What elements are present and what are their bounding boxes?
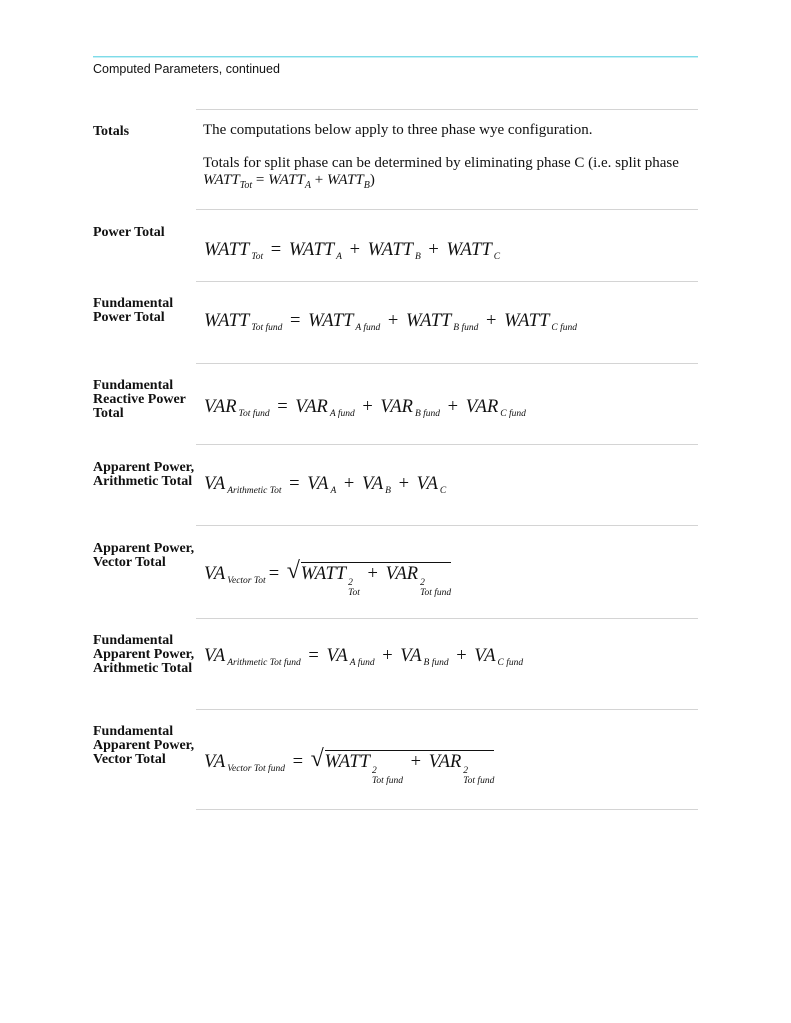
section-divider xyxy=(196,525,698,526)
formula-fundamental-power-total: WATT $_{Tot fund}$ = WATT $_{A fund}$ + WATT $_{B fund}$ + WATT $_{C fund}$ xyxy=(204,311,577,333)
section-label-fundamental-power-total: Fundamental Power Total xyxy=(93,296,174,325)
split-phase-note xyxy=(203,155,679,194)
radical-sign: √ xyxy=(286,558,300,584)
split-phase-text: Totals for split phase can be determined by eliminating phase C (i.e. split phase xyxy=(203,155,679,171)
section-divider xyxy=(196,809,698,810)
section-label-fundamental-reactive-power-total: Fundamental Reactive Power Total xyxy=(93,378,186,421)
section-label-apparent-power-vector-total: Apparent Power, Vector Total xyxy=(93,541,195,570)
formula-apparent-power-vector-total: VA $_{Vector Tot}$ = √ WATT 2 Tot + VAR 2 Tot fund xyxy=(204,558,452,598)
formula-fundamental-reactive-power-total: VAR $_{Tot fund}$ = VAR $_{A fund}$ + VAR $_{B fund}$ + VAR $_{C fund}$ xyxy=(204,397,526,419)
running-head: Computed Parameters, continued xyxy=(93,62,280,76)
header-rule xyxy=(93,56,698,58)
formula-fundamental-apparent-power-arithmetic-total: VA $_{Arithmetic Tot fund}$ = VA $_{A fund}$ + VA $_{B fund}$ + VA $_{C fund}$ xyxy=(204,646,524,668)
formula-fundamental-apparent-power-vector-total: VA $_{Vector Tot fund}$ = √ WATT 2 Tot fund + VAR 2 Tot fund xyxy=(204,746,495,786)
section-label-fundamental-apparent-power-vector-total: Fundamental Apparent Power, Vector Total xyxy=(93,724,195,767)
split-phase-inline-formula: $WATT_{Tot}$ = $WATT_A$ + $WATT_B$) xyxy=(203,172,375,191)
section-divider xyxy=(196,444,698,445)
formula-apparent-power-arithmetic-total: VA $_{Arithmetic Tot}$ = VA $_A$ + VA $_B$ + VA $_C$ xyxy=(204,474,447,496)
square-root: √ WATT 2 Tot + VAR 2 Tot fund xyxy=(286,558,452,598)
section-divider xyxy=(196,618,698,619)
section-divider xyxy=(196,363,698,364)
section-label-power-total: Power Total xyxy=(93,225,165,240)
section-label-fundamental-apparent-power-arithmetic-total: Fundamental Apparent Power, Arithmetic Total xyxy=(93,633,195,676)
formula-power-total: WATT $_{Tot}$ = WATT $_A$ + WATT $_B$ + WATT $_C$ xyxy=(204,240,501,262)
square-root: √ WATT 2 Tot fund + VAR 2 Tot fund xyxy=(310,746,495,786)
section-label-apparent-power-arithmetic-total: Apparent Power, Arithmetic Total xyxy=(93,460,195,489)
section-divider xyxy=(196,281,698,282)
section-label-totals: Totals xyxy=(93,124,130,139)
section-divider xyxy=(196,109,698,110)
section-divider xyxy=(196,209,698,210)
section-divider xyxy=(196,709,698,710)
radical-sign: √ xyxy=(310,746,324,772)
totals-description: The computations below apply to three phase wye configuration. xyxy=(203,122,593,138)
